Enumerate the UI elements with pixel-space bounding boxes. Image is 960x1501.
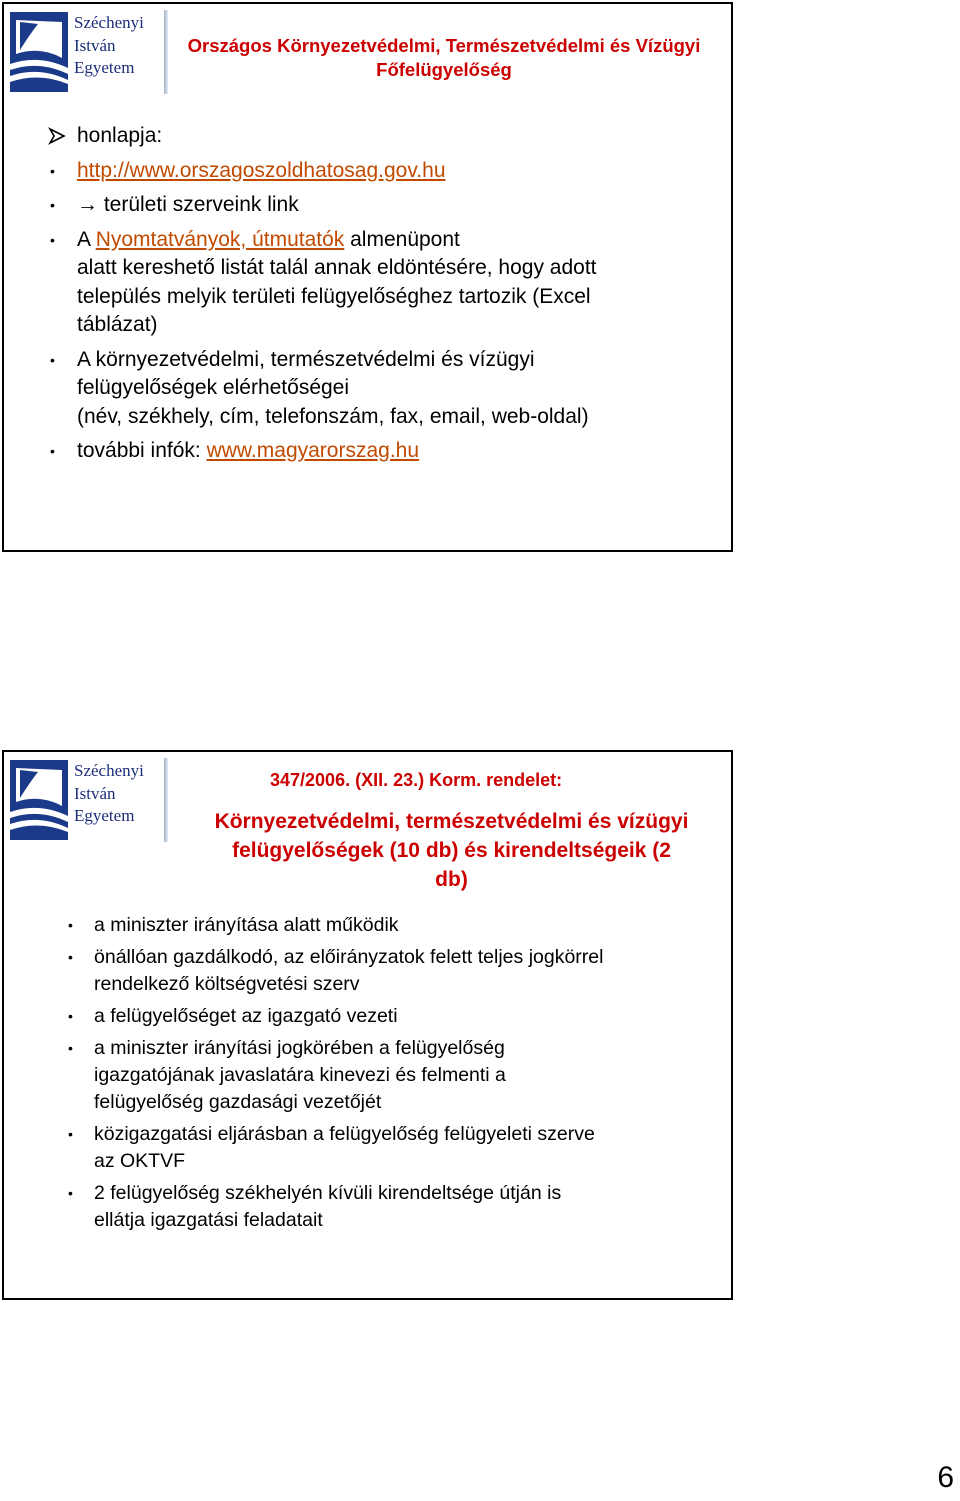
slide-1-list (50, 122, 597, 472)
university-name (74, 12, 144, 80)
list-item-line: A környezetvédelmi, természetvédelmi és vízügyi (77, 347, 535, 371)
list-item-line: rendelkező költségvetési szerv (94, 973, 360, 995)
bullet-icon: • (50, 443, 55, 459)
bullet-icon: • (68, 1185, 73, 1201)
list-item-line: a felügyelőséget az igazgató vezeti (94, 1005, 398, 1027)
list-item-line: igazgatójának javaslatára kinevezi és felmenti a (94, 1064, 506, 1086)
slide-2-subtitle: 347/2006. (XII. 23.) Korm. rendelet: (270, 770, 563, 790)
logo-divider (164, 758, 168, 842)
magyarorszag-link[interactable]: www.magyarorszag.hu (206, 439, 420, 462)
bullet-icon: • (50, 162, 55, 179)
logo-divider (164, 10, 168, 94)
list-item-line: a miniszter irányítása alatt működik (94, 914, 399, 936)
slide-2-title (174, 807, 729, 894)
logo-line-2: István (74, 35, 116, 55)
list-item-line: önállóan gazdálkodó, az előirányzatok felett teljes jogkörrel (94, 946, 604, 968)
bullet-icon: • (68, 1126, 73, 1142)
list-item-line: táblázat) (77, 313, 158, 336)
title-line: db) (435, 868, 468, 891)
logo-line-3: Egyetem (74, 58, 135, 77)
list-item (77, 122, 597, 151)
page-number: 6 (937, 1461, 954, 1494)
bullet-icon: • (68, 917, 73, 933)
oktvf-website-link[interactable]: http://www.orszagoszoldhatosag.gov.hu (77, 158, 446, 182)
list-item-line: település melyik területi felügyelőséghez tartozik (Excel (77, 284, 591, 308)
list-item-line: felügyelőségek elérhetőségei (77, 376, 350, 399)
list-item (50, 191, 597, 220)
title-line: Környezetvédelmi, természetvédelmi és vízügyi (214, 810, 689, 833)
list-item-line: az OKTVF (94, 1150, 186, 1172)
logo-line-1: Széchenyi (74, 761, 144, 780)
list-item-text: további infók: (77, 439, 207, 462)
list-item (68, 912, 603, 939)
list-item-line: a miniszter irányítási jogkörében a felügyelőség (94, 1037, 505, 1059)
list-item (68, 944, 604, 998)
list-item (68, 1121, 603, 1175)
list-item (68, 1003, 603, 1030)
list-item-line: 2 felügyelőség székhelyén kívüli kirendeltsége útján is (94, 1182, 562, 1204)
bullet-icon: • (50, 351, 55, 368)
list-item-line: alatt kereshető listát talál annak eldöntésére, hogy adott (77, 256, 597, 279)
university-emblem-icon (10, 760, 68, 840)
bullet-icon: • (68, 949, 73, 965)
list-item-text: honlapja: (77, 124, 163, 147)
list-item-line: (név, székhely, cím, telefonszám, fax, email, web-oldal) (77, 404, 589, 428)
bullet-icon: • (50, 197, 55, 213)
university-name (74, 760, 144, 828)
list-item-line: felügyelőség gazdasági vezetőjét (94, 1091, 382, 1113)
forms-guides-link[interactable]: Nyomtatványok, útmutatók (95, 227, 345, 251)
university-emblem-icon (10, 12, 68, 92)
logo-line-3: Egyetem (74, 806, 135, 825)
list-item (50, 226, 597, 340)
slide-1-title: Országos Környezetvédelmi, Természetvédelmi és Vízügyi Főfelügyelőség (187, 35, 701, 80)
list-item-text: → területi szerveink link (77, 193, 299, 216)
bullet-icon: • (68, 1040, 73, 1056)
list-item-text: A (77, 227, 96, 251)
logo-line-2: István (74, 783, 116, 803)
list-item (68, 1180, 603, 1234)
university-logo (10, 10, 164, 94)
bullet-icon: • (68, 1008, 73, 1024)
slide-2-list (68, 912, 604, 1239)
list-item-line: ellátja igazgatási feladatait (94, 1209, 323, 1231)
list-item (50, 437, 597, 466)
list-item (68, 1035, 603, 1116)
bullet-icon: • (50, 231, 55, 248)
title-line: felügyelőségek (10 db) és kirendeltségeik (2 (232, 839, 671, 862)
list-item-line: közigazgatási eljárásban a felügyelőség felügyeleti szerve (94, 1123, 595, 1145)
university-logo (10, 758, 164, 842)
list-item (50, 157, 597, 186)
arrowhead-bullet-icon (48, 127, 66, 145)
logo-line-1: Széchenyi (74, 13, 144, 32)
list-item (50, 346, 597, 432)
list-item-text: almenüpont (344, 227, 460, 251)
